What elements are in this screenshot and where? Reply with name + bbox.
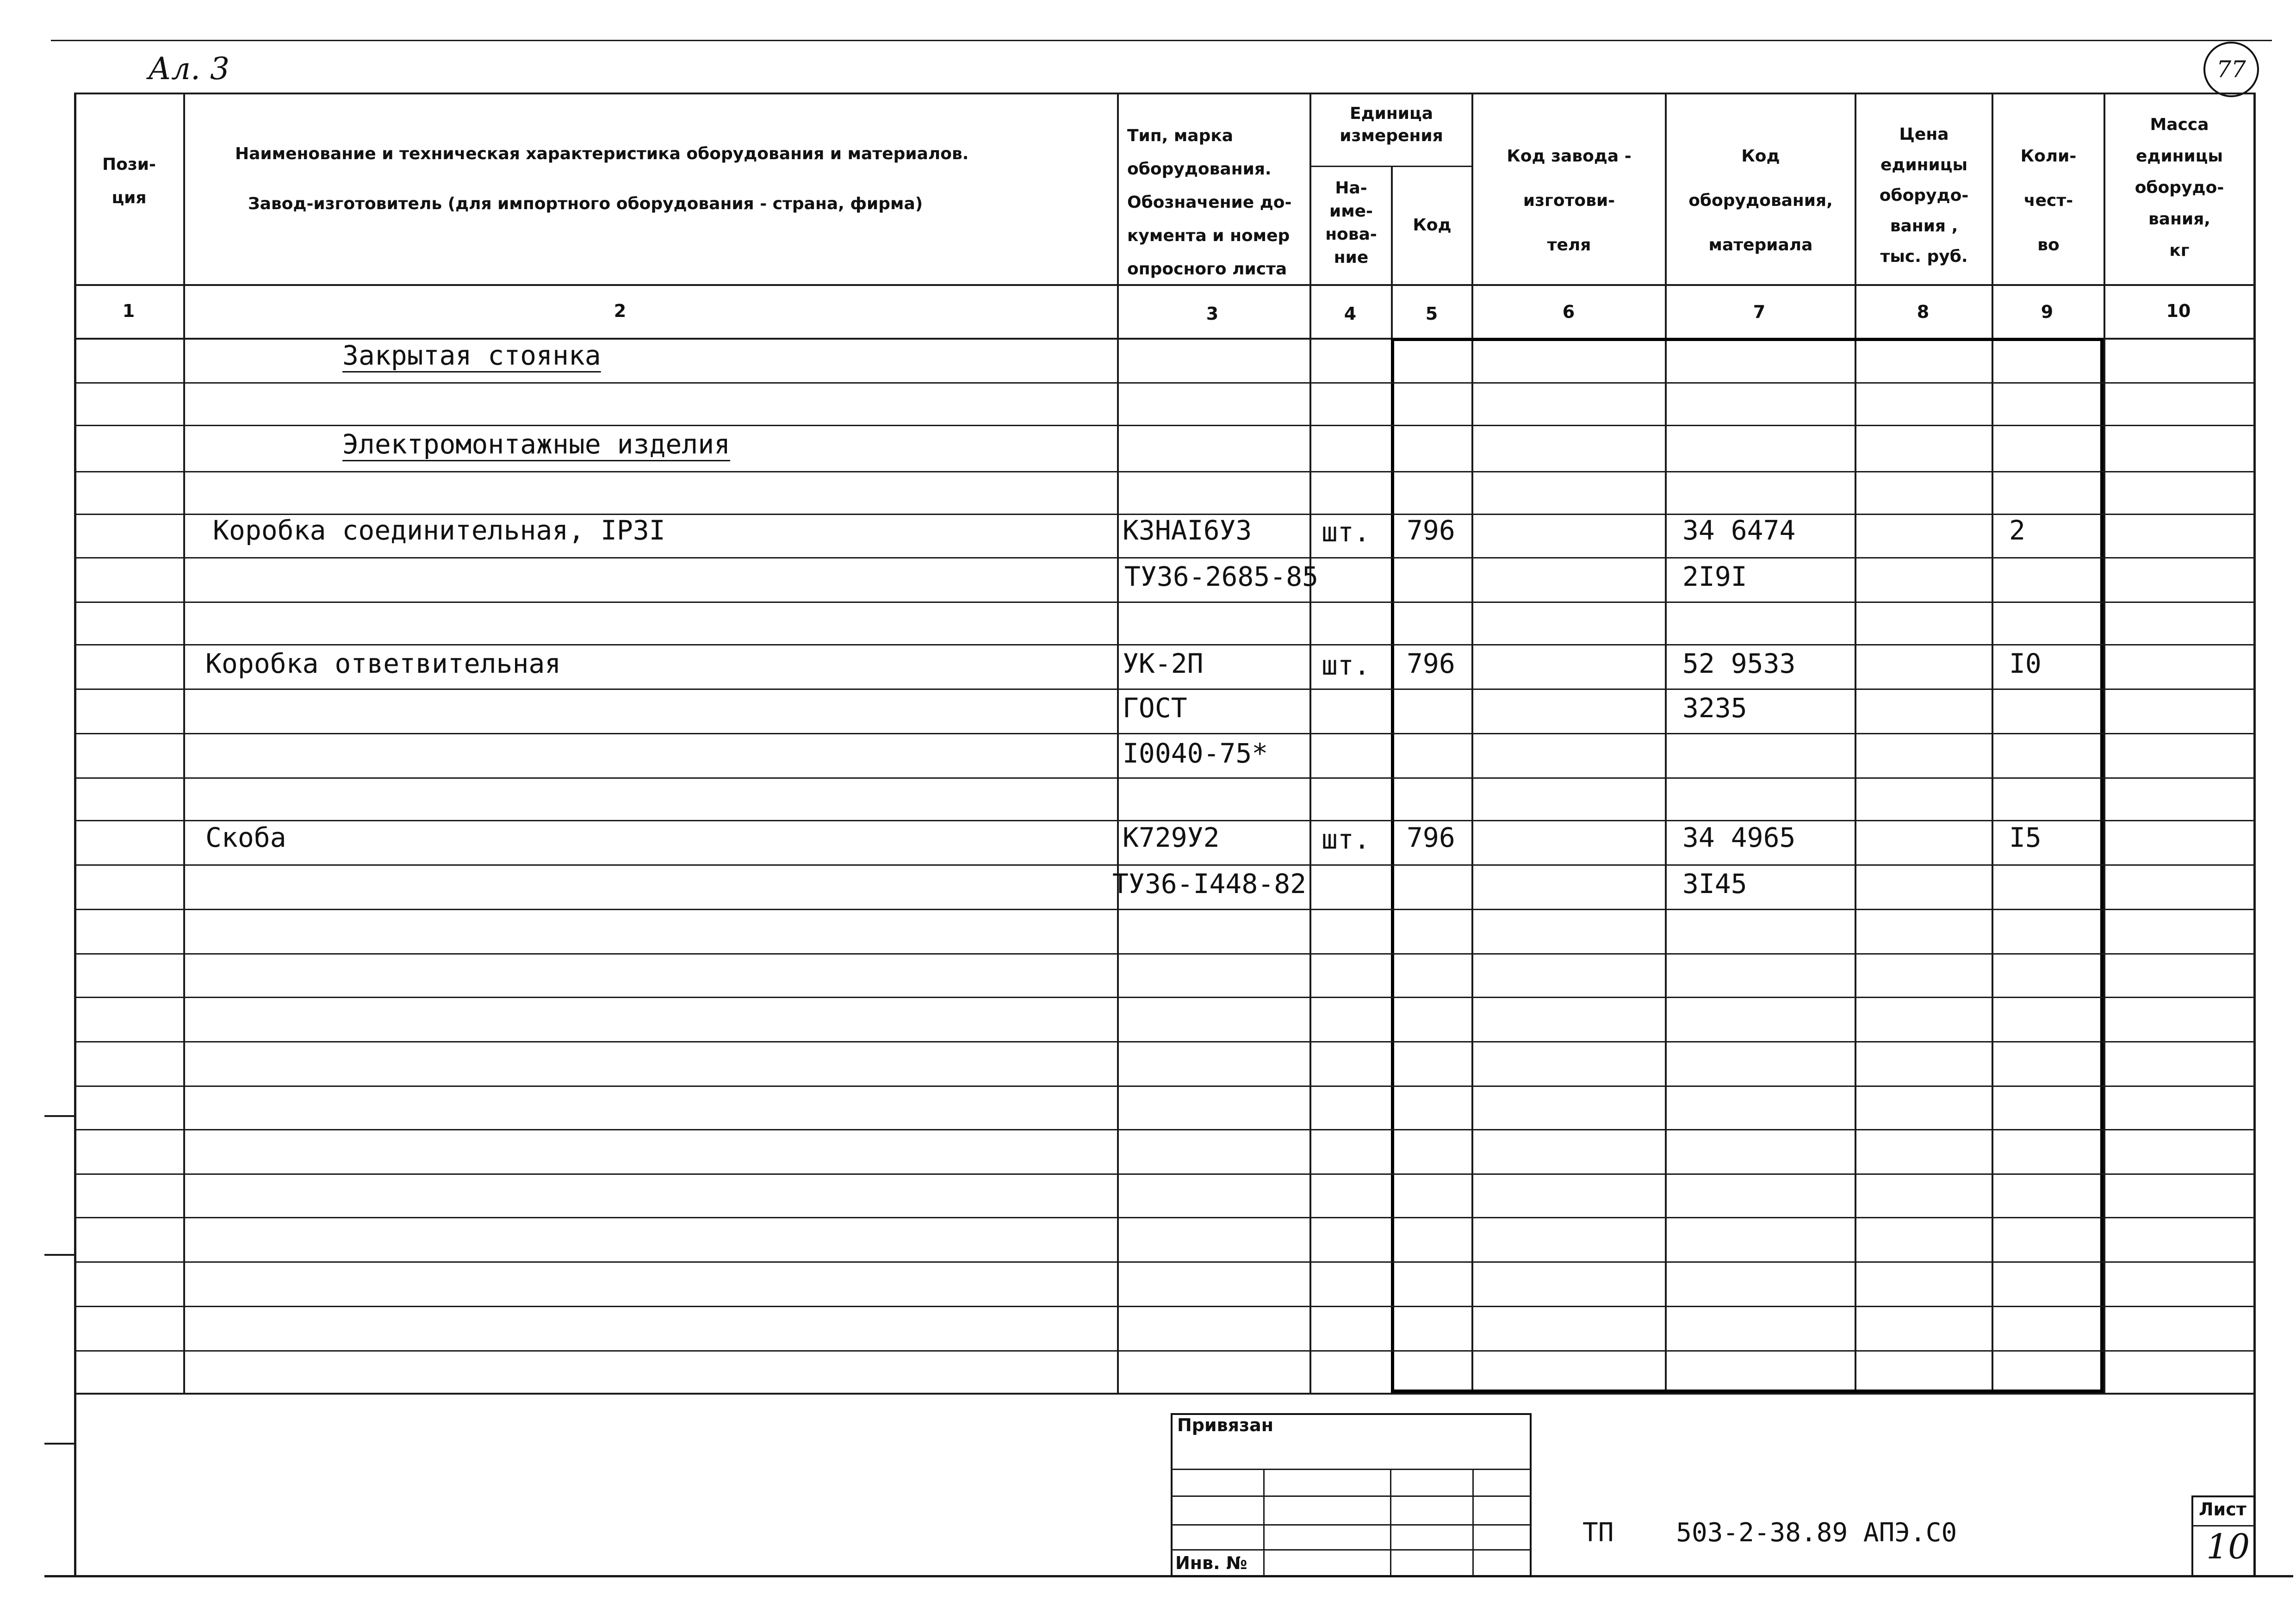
left-border-line xyxy=(74,93,76,1576)
row-line xyxy=(74,997,2255,998)
page-number: 77 xyxy=(2216,56,2246,83)
stamp-attached-label: Привязан xyxy=(1177,1415,1274,1435)
unit-group-divider xyxy=(1309,166,1471,167)
stamp-box xyxy=(1171,1413,1532,1577)
row-line xyxy=(74,1217,2255,1218)
item-equipment-code: 3I45 xyxy=(1682,868,1747,900)
header-unit-group: Единица измерения xyxy=(1340,104,1443,145)
item-unit-code: 796 xyxy=(1407,822,1455,853)
document-code: ТП 503-2-38.89 АПЭ.С0 xyxy=(1582,1518,1957,1548)
item-equipment-code: 34 6474 xyxy=(1682,515,1796,546)
colnum-7: 7 xyxy=(1753,302,1766,322)
row-line xyxy=(74,644,2255,645)
header-type: Тип, марка оборудования. Обозначение до- кумента и номер опросного листа xyxy=(1127,126,1292,279)
row-line xyxy=(74,471,2255,472)
col-line xyxy=(1309,93,1311,1393)
item-quantity: I0 xyxy=(2009,648,2042,679)
stamp-col-line xyxy=(1472,1469,1474,1576)
top-border-line xyxy=(51,40,2272,41)
row-line xyxy=(74,425,2255,426)
header-unit-code: Код xyxy=(1413,216,1452,235)
handwritten-sheet-mark: Ал. 3 xyxy=(148,51,230,87)
item-type: КЗНАI6У3 xyxy=(1123,515,1252,546)
section-title: Закрытая стоянка xyxy=(342,340,601,371)
sheet-number: 10 xyxy=(2206,1527,2250,1567)
stamp-line xyxy=(1171,1495,1532,1497)
row-line xyxy=(74,1350,2255,1352)
header-position: Пози- ция xyxy=(102,155,156,207)
right-border-line xyxy=(2253,93,2256,1576)
subsection-title: Электромонтажные изделия xyxy=(342,428,731,460)
stamp-col-line xyxy=(1263,1469,1265,1576)
item-unit-code: 796 xyxy=(1407,648,1455,679)
row-line xyxy=(74,820,2255,821)
stamp-line xyxy=(1171,1549,1532,1551)
item-type: К729У2 xyxy=(1123,822,1220,853)
row-line xyxy=(74,864,2255,866)
header-name-line1: Наименование и техническая характеристика оборудования и материалов. xyxy=(235,144,969,163)
sheet-box-line xyxy=(2191,1525,2255,1526)
margin-tick xyxy=(44,1443,74,1445)
colnum-2: 2 xyxy=(614,301,627,321)
col-line xyxy=(183,93,185,1393)
page-number-circle xyxy=(2203,42,2259,97)
col-line xyxy=(1117,93,1119,1393)
item-type: УК-2П xyxy=(1123,648,1204,679)
sheet-label: Лист xyxy=(2199,1499,2246,1520)
row-line xyxy=(74,953,2255,955)
header-name-line2: Завод-изготовитель (для импортного оборудования - страна, фирма) xyxy=(248,194,923,213)
header-price: Цена единицы оборудо- вания , тыс. руб. xyxy=(1879,125,1969,266)
item-name: Коробка ответвительная xyxy=(205,648,561,679)
stamp-line xyxy=(1171,1524,1532,1526)
table-top-line xyxy=(74,93,2255,94)
stamp-col-line xyxy=(1390,1469,1391,1576)
item-name: Скоба xyxy=(205,822,286,853)
row-line xyxy=(74,689,2255,690)
item-equipment-code: 34 4965 xyxy=(1682,822,1796,853)
item-equipment-code: 2I9I xyxy=(1682,561,1747,592)
colnum-3: 3 xyxy=(1206,304,1219,324)
row-line xyxy=(74,1129,2255,1130)
row-line xyxy=(74,602,2255,603)
colnum-9: 9 xyxy=(2041,302,2054,322)
item-type: ТУ36-I448-82 xyxy=(1112,868,1307,900)
margin-tick xyxy=(44,1115,74,1117)
stamp-line xyxy=(1171,1469,1532,1470)
header-mass: Масса единицы оборудо- вания, кг xyxy=(2135,115,2224,260)
colnum-6: 6 xyxy=(1562,302,1575,322)
stamp-inventory-label: Инв. № xyxy=(1175,1553,1247,1573)
item-type: ТУ36-2685-85 xyxy=(1124,561,1319,592)
row-line xyxy=(74,1041,2255,1042)
col-line xyxy=(2104,93,2105,1393)
row-line xyxy=(74,1086,2255,1087)
row-line xyxy=(74,909,2255,910)
item-unit-code: 796 xyxy=(1407,515,1455,546)
item-quantity: 2 xyxy=(2009,515,2025,546)
colnum-1: 1 xyxy=(122,301,135,321)
item-unit: шт. xyxy=(1322,650,1370,681)
row-line xyxy=(74,1261,2255,1263)
row-line xyxy=(74,557,2255,558)
header-unit-name: На- име- нова- ние xyxy=(1325,179,1377,267)
margin-tick xyxy=(44,1254,74,1256)
item-unit: шт. xyxy=(1322,516,1370,548)
item-type: ГОСТ xyxy=(1123,692,1187,724)
colnum-8: 8 xyxy=(1917,302,1930,322)
header-equipment-code: Код оборудования, материала xyxy=(1688,147,1833,254)
item-name: Коробка соединительная, IP3I xyxy=(213,515,665,546)
table-bottom-line xyxy=(74,1393,2255,1395)
bottom-border-line xyxy=(44,1575,2293,1577)
colnum-4: 4 xyxy=(1344,304,1357,324)
header-factory-code: Код завода - изготови- теля xyxy=(1507,147,1632,254)
header-quantity: Коли- чест- во xyxy=(2020,147,2077,254)
row-line xyxy=(74,382,2255,384)
row-line xyxy=(74,777,2255,779)
row-line xyxy=(74,1173,2255,1175)
row-line xyxy=(74,733,2255,734)
row-line xyxy=(74,1306,2255,1307)
item-quantity: I5 xyxy=(2009,822,2042,853)
item-equipment-code: 3235 xyxy=(1682,692,1747,724)
item-type: I0040-75* xyxy=(1123,738,1268,769)
item-unit: шт. xyxy=(1322,824,1370,855)
colnum-10: 10 xyxy=(2166,301,2191,321)
colnum-5: 5 xyxy=(1425,304,1438,324)
item-equipment-code: 52 9533 xyxy=(1682,648,1796,679)
